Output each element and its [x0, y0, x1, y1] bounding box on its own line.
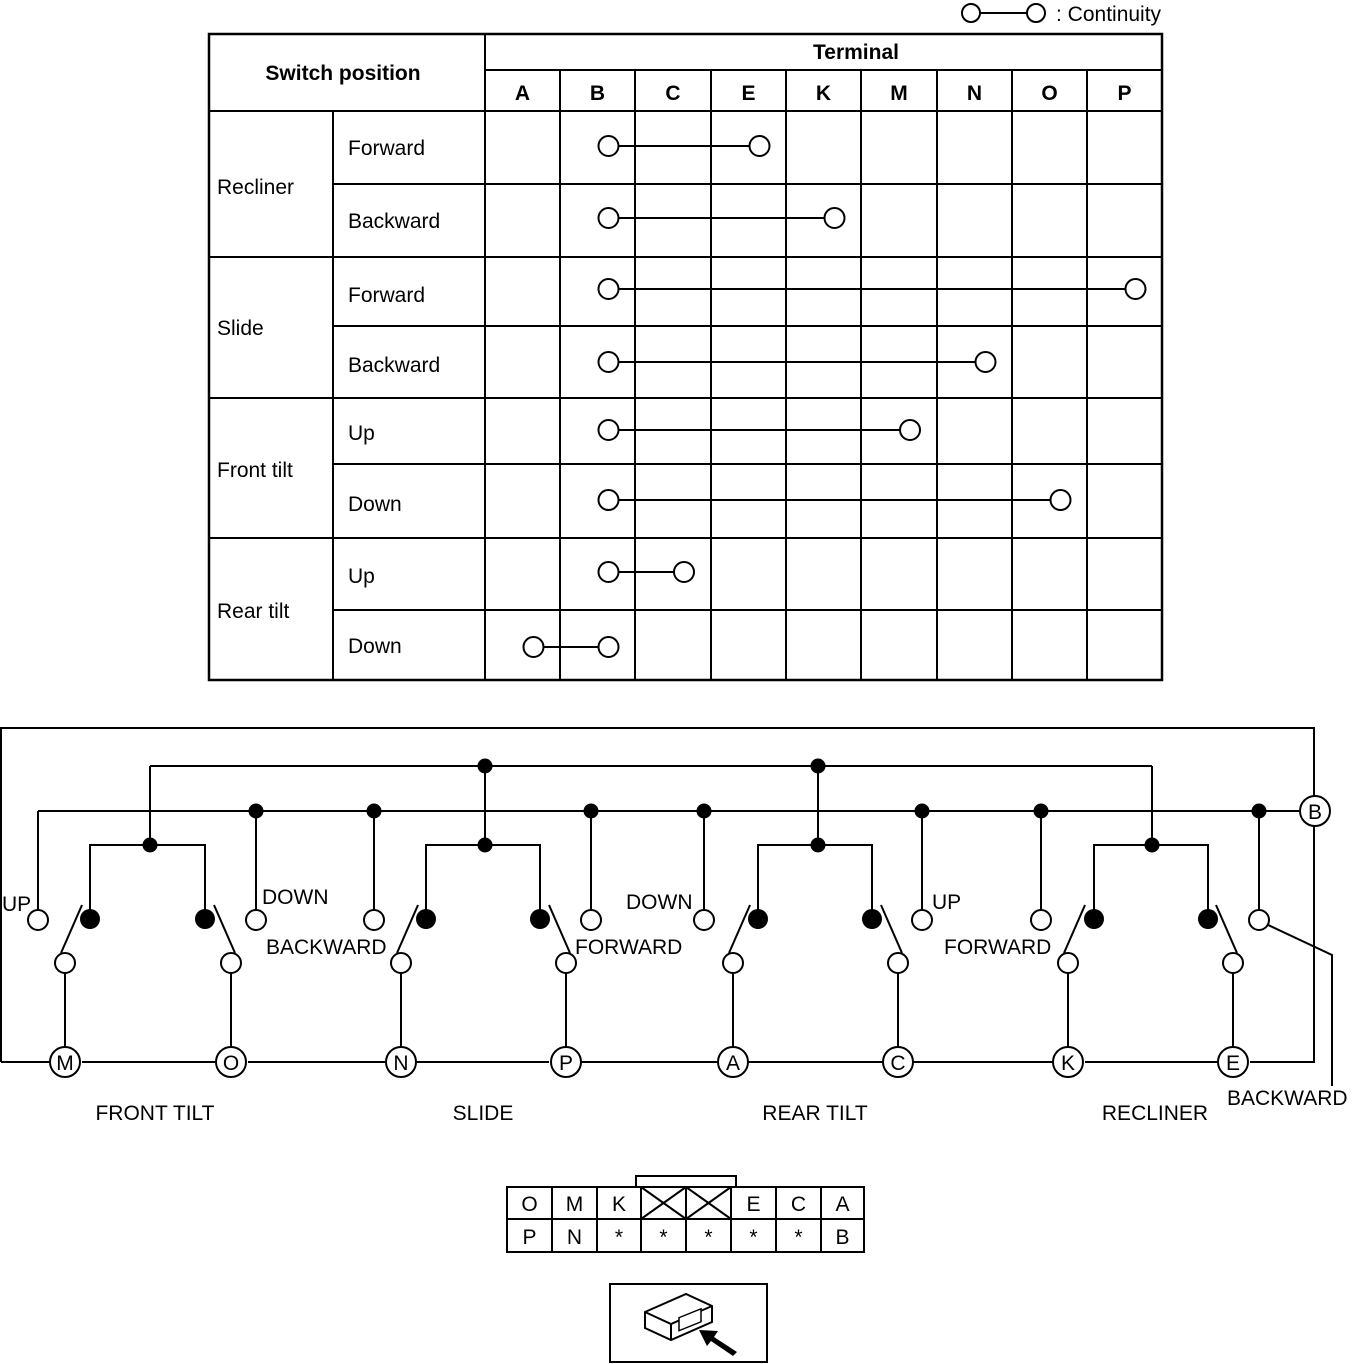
terminal-col-header: P — [1117, 82, 1132, 105]
direction-label: DOWN — [262, 886, 329, 909]
closed-contact-icon — [416, 909, 436, 929]
continuity-mark — [524, 637, 619, 657]
closed-contact-icon — [195, 909, 215, 929]
continuity-legend — [962, 3, 1162, 26]
direction-label: FORWARD — [575, 936, 683, 959]
pivot-icon — [221, 953, 241, 973]
connector-pin-label: P — [522, 1226, 537, 1249]
terminal-col-header: E — [741, 82, 756, 105]
direction-label: DOWN — [626, 891, 693, 914]
closed-contact-icon — [530, 909, 550, 929]
position-label: Backward — [348, 354, 441, 377]
open-contact-icon — [912, 910, 932, 930]
connector-pin-label: O — [521, 1193, 538, 1216]
open-contact-icon — [694, 910, 714, 930]
pivot-icon — [723, 953, 743, 973]
direction-label: BACKWARD — [1227, 1087, 1348, 1110]
terminal-label: E — [1225, 1052, 1241, 1075]
connector-view-icon — [610, 1284, 767, 1362]
connector-pin-label: C — [790, 1193, 807, 1216]
continuity-table — [209, 34, 1162, 680]
closed-contact-icon — [1198, 909, 1218, 929]
pivot-icon — [888, 953, 908, 973]
terminal-col-header: N — [966, 82, 983, 105]
terminal-label: N — [393, 1052, 409, 1075]
connector-pin-label: * — [614, 1226, 624, 1249]
legend-label: : Continuity — [1056, 3, 1162, 26]
group-label-recliner: Recliner — [217, 176, 295, 199]
open-contact-icon — [581, 910, 601, 930]
switch-schematic — [1, 728, 1348, 1125]
closed-contact-icon — [1084, 909, 1104, 929]
pivot-icon — [55, 953, 75, 973]
legend-open-terminal-icon — [1027, 4, 1045, 22]
group-label-front-tilt: Front tilt — [217, 459, 293, 482]
connector-pin-label: B — [835, 1226, 850, 1249]
terminal-label: C — [890, 1052, 906, 1075]
switch-caption: SLIDE — [452, 1102, 514, 1125]
switch-position-header: Switch position — [265, 62, 421, 85]
closed-contact-icon — [862, 909, 882, 929]
open-contact-icon — [246, 910, 266, 930]
direction-label: FORWARD — [944, 936, 1052, 959]
terminal-col-header: K — [815, 82, 832, 105]
position-label: Forward — [348, 137, 426, 160]
pivot-icon — [1223, 953, 1243, 973]
terminal-col-header: A — [514, 82, 531, 105]
connector-pin-label: A — [835, 1193, 850, 1216]
pivot-icon — [556, 953, 576, 973]
open-contact-icon — [1249, 910, 1269, 930]
switch-unit — [266, 838, 682, 1126]
connector-pin-label: N — [566, 1226, 583, 1249]
connector-face — [507, 1176, 864, 1252]
connector-pin-label: * — [704, 1226, 713, 1249]
connector-pin-label: E — [746, 1193, 761, 1216]
terminal-header: Terminal — [813, 41, 899, 64]
continuity-mark — [599, 562, 695, 582]
closed-contact-icon — [80, 909, 100, 929]
pivot-icon — [1058, 953, 1078, 973]
group-label-slide: Slide — [217, 317, 264, 340]
connector-pin-label: M — [565, 1193, 584, 1216]
terminal-label: K — [1060, 1052, 1076, 1075]
direction-label: UP — [932, 891, 962, 914]
open-contact-icon — [1031, 910, 1051, 930]
position-label: Up — [348, 422, 375, 445]
terminal-b-label: B — [1307, 801, 1323, 824]
position-label: Down — [348, 635, 402, 658]
switch-unit — [626, 838, 961, 1126]
continuity-mark — [599, 420, 921, 440]
continuity-mark — [599, 490, 1071, 510]
position-label: Forward — [348, 284, 426, 307]
open-contact-icon — [364, 910, 384, 930]
switch-caption: RECLINER — [1101, 1102, 1209, 1125]
terminal-label: M — [56, 1052, 74, 1075]
switch-caption: REAR TILT — [762, 1102, 868, 1125]
closed-contact-icon — [748, 909, 768, 929]
terminal-col-header: C — [665, 82, 681, 105]
terminal-col-header: B — [589, 82, 606, 105]
connector-pin-label: * — [794, 1226, 803, 1249]
position-label: Backward — [348, 210, 441, 233]
continuity-mark — [599, 352, 996, 372]
switch-unit — [944, 838, 1348, 1126]
continuity-mark — [599, 279, 1146, 299]
terminal-col-header: M — [890, 82, 908, 105]
direction-label: BACKWARD — [266, 936, 387, 959]
switch-caption: FRONT TILT — [95, 1102, 215, 1125]
pivot-icon — [391, 953, 411, 973]
group-label-rear-tilt: Rear tilt — [217, 600, 290, 623]
terminal-label: P — [558, 1052, 574, 1075]
connector-pin-label: K — [611, 1193, 627, 1216]
direction-label: UP — [2, 893, 32, 916]
connector-pin-label: * — [659, 1226, 668, 1249]
position-label: Up — [348, 565, 375, 588]
terminal-col-header: O — [1041, 82, 1058, 105]
terminal-label: A — [725, 1052, 741, 1075]
legend-open-terminal-icon — [962, 4, 980, 22]
position-label: Down — [348, 493, 402, 516]
continuity-mark — [599, 136, 770, 156]
terminal-label: O — [222, 1052, 240, 1075]
connector-pin-label: * — [749, 1226, 758, 1249]
switch-unit — [2, 838, 329, 1126]
